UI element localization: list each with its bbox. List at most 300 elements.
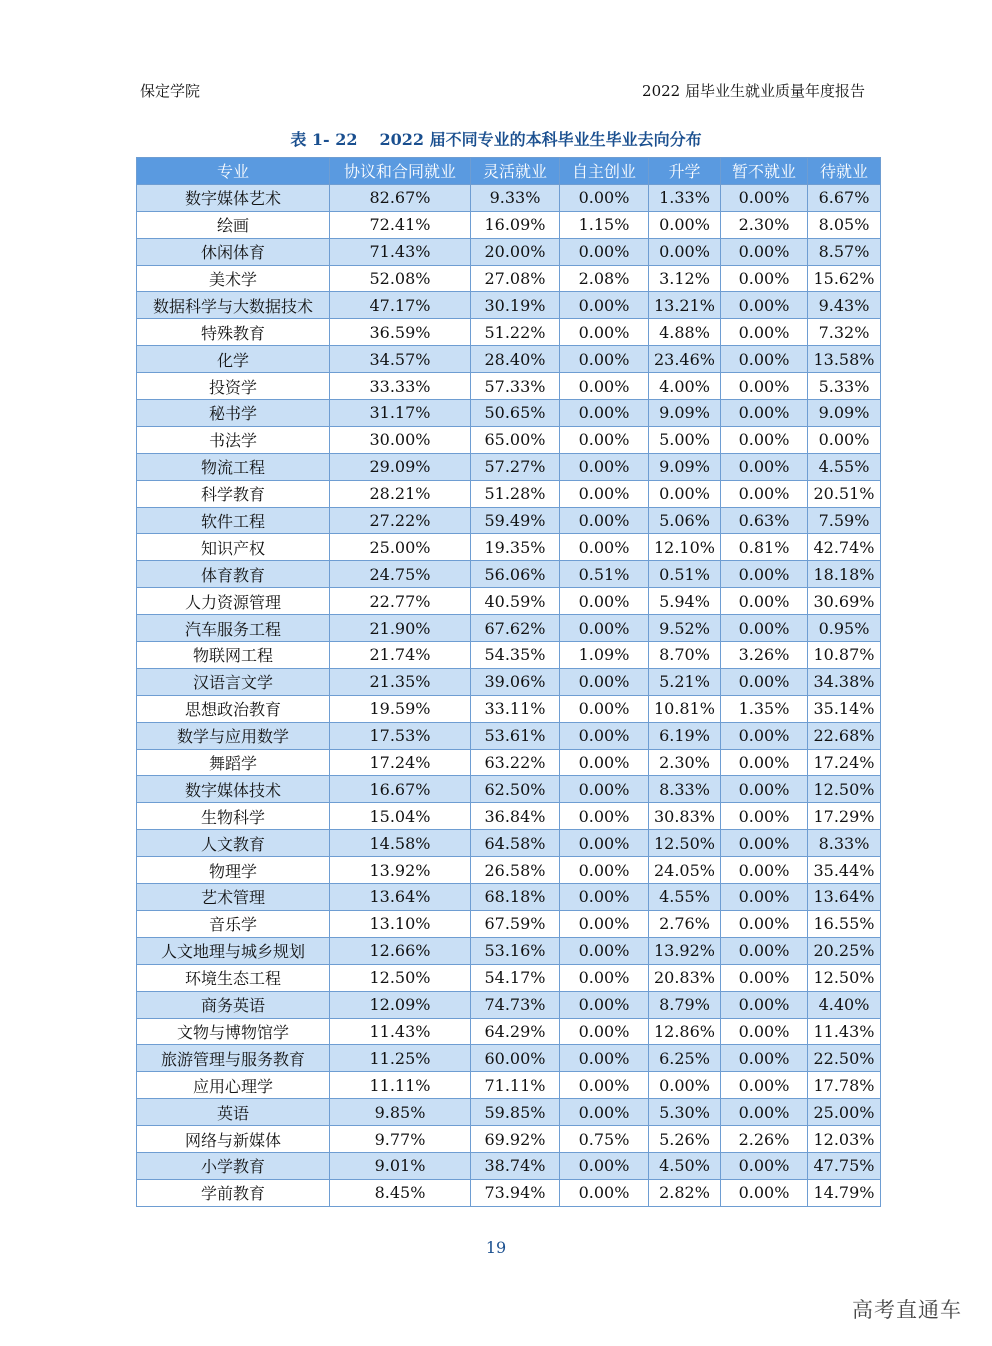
percent-cell: 59.85% — [471, 1099, 560, 1126]
percent-cell: 0.00% — [721, 400, 808, 427]
percent-cell: 5.21% — [649, 668, 721, 695]
percent-cell: 0.00% — [721, 184, 808, 211]
table-row — [137, 1045, 881, 1072]
percent-cell: 54.35% — [471, 642, 560, 669]
percent-cell: 0.00% — [560, 668, 649, 695]
percent-cell: 69.92% — [471, 1126, 560, 1153]
percent-cell: 0.00% — [721, 426, 808, 453]
percent-cell: 25.00% — [330, 534, 471, 561]
percent-cell: 0.00% — [649, 1072, 721, 1099]
percent-cell: 17.78% — [808, 1072, 881, 1099]
percent-cell: 82.67% — [330, 184, 471, 211]
column-header: 升学 — [649, 158, 721, 185]
major-cell: 英语 — [137, 1099, 330, 1126]
percent-cell: 25.00% — [808, 1099, 881, 1126]
percent-cell: 16.09% — [471, 211, 560, 238]
percent-cell: 31.17% — [330, 400, 471, 427]
percent-cell: 20.25% — [808, 937, 881, 964]
table-row — [137, 695, 881, 722]
major-cell: 绘画 — [137, 211, 330, 238]
table-row — [137, 803, 881, 830]
table-row — [137, 426, 881, 453]
major-cell: 数学与应用数学 — [137, 722, 330, 749]
percent-cell: 0.00% — [721, 776, 808, 803]
percent-cell: 35.14% — [808, 695, 881, 722]
percent-cell: 0.00% — [721, 964, 808, 991]
table-row — [137, 561, 881, 588]
percent-cell: 67.62% — [471, 615, 560, 642]
percent-cell: 14.79% — [808, 1179, 881, 1206]
percent-cell: 20.51% — [808, 480, 881, 507]
percent-cell: 13.58% — [808, 346, 881, 373]
percent-cell: 0.00% — [560, 1179, 649, 1206]
percent-cell: 0.00% — [721, 803, 808, 830]
percent-cell: 9.43% — [808, 292, 881, 319]
percent-cell: 71.43% — [330, 238, 471, 265]
percent-cell: 42.74% — [808, 534, 881, 561]
percent-cell: 4.40% — [808, 991, 881, 1018]
percent-cell: 0.00% — [721, 453, 808, 480]
major-cell: 体育教育 — [137, 561, 330, 588]
percent-cell: 4.00% — [649, 373, 721, 400]
major-cell: 音乐学 — [137, 910, 330, 937]
percent-cell: 50.65% — [471, 400, 560, 427]
percent-cell: 9.77% — [330, 1126, 471, 1153]
percent-cell: 51.22% — [471, 319, 560, 346]
header-institution: 保定学院 — [140, 82, 201, 100]
percent-cell: 8.45% — [330, 1179, 471, 1206]
percent-cell: 0.00% — [721, 937, 808, 964]
percent-cell: 13.64% — [330, 884, 471, 911]
percent-cell: 2.26% — [721, 1126, 808, 1153]
percent-cell: 0.00% — [721, 1179, 808, 1206]
percent-cell: 0.00% — [721, 319, 808, 346]
percent-cell: 15.04% — [330, 803, 471, 830]
percent-cell: 19.59% — [330, 695, 471, 722]
table-row — [137, 373, 881, 400]
percent-cell: 0.00% — [560, 346, 649, 373]
percent-cell: 0.00% — [560, 1018, 649, 1045]
percent-cell: 47.75% — [808, 1152, 881, 1179]
percent-cell: 12.86% — [649, 1018, 721, 1045]
percent-cell: 0.00% — [560, 292, 649, 319]
percent-cell: 27.22% — [330, 507, 471, 534]
percent-cell: 33.33% — [330, 373, 471, 400]
percent-cell: 9.52% — [649, 615, 721, 642]
table-row — [137, 319, 881, 346]
percent-cell: 0.00% — [560, 507, 649, 534]
percent-cell: 0.00% — [721, 668, 808, 695]
percent-cell: 2.30% — [649, 749, 721, 776]
percent-cell: 9.09% — [649, 453, 721, 480]
percent-cell: 0.00% — [560, 480, 649, 507]
percent-cell: 0.00% — [721, 884, 808, 911]
percent-cell: 65.00% — [471, 426, 560, 453]
percent-cell: 10.87% — [808, 642, 881, 669]
major-cell: 物联网工程 — [137, 642, 330, 669]
percent-cell: 21.90% — [330, 615, 471, 642]
table-row — [137, 534, 881, 561]
table-row — [137, 346, 881, 373]
table-row — [137, 507, 881, 534]
percent-cell: 23.46% — [649, 346, 721, 373]
table-row — [137, 1018, 881, 1045]
major-cell: 化学 — [137, 346, 330, 373]
percent-cell: 0.00% — [649, 211, 721, 238]
table-row — [137, 776, 881, 803]
percent-cell: 0.00% — [560, 776, 649, 803]
table-row — [137, 991, 881, 1018]
percent-cell: 15.62% — [808, 265, 881, 292]
percent-cell: 13.64% — [808, 884, 881, 911]
percent-cell: 0.00% — [560, 1045, 649, 1072]
major-cell: 知识产权 — [137, 534, 330, 561]
percent-cell: 0.00% — [721, 373, 808, 400]
percent-cell: 0.00% — [560, 400, 649, 427]
percent-cell: 1.33% — [649, 184, 721, 211]
table-row — [137, 857, 881, 884]
percent-cell: 0.00% — [560, 1072, 649, 1099]
percent-cell: 0.00% — [560, 588, 649, 615]
percent-cell: 0.75% — [560, 1126, 649, 1153]
percent-cell: 0.00% — [721, 1099, 808, 1126]
percent-cell: 52.08% — [330, 265, 471, 292]
percent-cell: 39.06% — [471, 668, 560, 695]
percent-cell: 0.00% — [560, 373, 649, 400]
major-cell: 休闲体育 — [137, 238, 330, 265]
major-cell: 旅游管理与服务教育 — [137, 1045, 330, 1072]
percent-cell: 0.00% — [721, 857, 808, 884]
percent-cell: 12.50% — [808, 776, 881, 803]
table-row — [137, 749, 881, 776]
percent-cell: 20.00% — [471, 238, 560, 265]
percent-cell: 18.18% — [808, 561, 881, 588]
percent-cell: 36.84% — [471, 803, 560, 830]
percent-cell: 30.00% — [330, 426, 471, 453]
major-cell: 投资学 — [137, 373, 330, 400]
percent-cell: 12.50% — [649, 830, 721, 857]
percent-cell: 24.05% — [649, 857, 721, 884]
table-body — [137, 184, 881, 1206]
percent-cell: 12.10% — [649, 534, 721, 561]
percent-cell: 4.50% — [649, 1152, 721, 1179]
percent-cell: 68.18% — [471, 884, 560, 911]
table-header-row — [137, 158, 881, 185]
percent-cell: 13.92% — [330, 857, 471, 884]
major-cell: 舞蹈学 — [137, 749, 330, 776]
percent-cell: 30.83% — [649, 803, 721, 830]
percent-cell: 28.21% — [330, 480, 471, 507]
percent-cell: 20.83% — [649, 964, 721, 991]
table-row — [137, 884, 881, 911]
percent-cell: 12.09% — [330, 991, 471, 1018]
percent-cell: 54.17% — [471, 964, 560, 991]
table-row — [137, 453, 881, 480]
table-row — [137, 910, 881, 937]
percent-cell: 11.11% — [330, 1072, 471, 1099]
percent-cell: 5.00% — [649, 426, 721, 453]
major-cell: 艺术管理 — [137, 884, 330, 911]
percent-cell: 30.19% — [471, 292, 560, 319]
table-row — [137, 211, 881, 238]
major-cell: 人文地理与城乡规划 — [137, 937, 330, 964]
percent-cell: 74.73% — [471, 991, 560, 1018]
percent-cell: 36.59% — [330, 319, 471, 346]
percent-cell: 8.79% — [649, 991, 721, 1018]
percent-cell: 34.38% — [808, 668, 881, 695]
percent-cell: 64.29% — [471, 1018, 560, 1045]
major-cell: 秘书学 — [137, 400, 330, 427]
percent-cell: 11.25% — [330, 1045, 471, 1072]
major-cell: 物理学 — [137, 857, 330, 884]
percent-cell: 12.50% — [330, 964, 471, 991]
table-row — [137, 964, 881, 991]
percent-cell: 0.00% — [560, 453, 649, 480]
table-row — [137, 1072, 881, 1099]
major-cell: 生物科学 — [137, 803, 330, 830]
percent-cell: 63.22% — [471, 749, 560, 776]
percent-cell: 0.00% — [721, 588, 808, 615]
percent-cell: 40.59% — [471, 588, 560, 615]
percent-cell: 56.06% — [471, 561, 560, 588]
percent-cell: 0.00% — [560, 884, 649, 911]
percent-cell: 34.57% — [330, 346, 471, 373]
percent-cell: 0.00% — [721, 561, 808, 588]
major-cell: 数据科学与大数据技术 — [137, 292, 330, 319]
percent-cell: 64.58% — [471, 830, 560, 857]
percent-cell: 9.09% — [649, 400, 721, 427]
table-row — [137, 1099, 881, 1126]
percent-cell: 9.33% — [471, 184, 560, 211]
percent-cell: 4.55% — [808, 453, 881, 480]
percent-cell: 0.00% — [560, 857, 649, 884]
percent-cell: 8.33% — [649, 776, 721, 803]
percent-cell: 0.51% — [560, 561, 649, 588]
percent-cell: 0.00% — [560, 238, 649, 265]
percent-cell: 2.76% — [649, 910, 721, 937]
major-cell: 数字媒体艺术 — [137, 184, 330, 211]
percent-cell: 6.25% — [649, 1045, 721, 1072]
column-header: 暂不就业 — [721, 158, 808, 185]
percent-cell: 0.00% — [808, 426, 881, 453]
percent-cell: 30.69% — [808, 588, 881, 615]
percent-cell: 60.00% — [471, 1045, 560, 1072]
major-cell: 书法学 — [137, 426, 330, 453]
major-cell: 科学教育 — [137, 480, 330, 507]
percent-cell: 0.00% — [560, 830, 649, 857]
percent-cell: 0.00% — [560, 1099, 649, 1126]
page-number: 19 — [485, 1238, 507, 1257]
column-header: 协议和合同就业 — [330, 158, 471, 185]
percent-cell: 57.27% — [471, 453, 560, 480]
column-header: 自主创业 — [560, 158, 649, 185]
percent-cell: 21.35% — [330, 668, 471, 695]
table-row — [137, 480, 881, 507]
percent-cell: 59.49% — [471, 507, 560, 534]
percent-cell: 0.00% — [560, 615, 649, 642]
major-cell: 小学教育 — [137, 1152, 330, 1179]
header-report-title: 2022 届毕业生就业质量年度报告 — [642, 82, 865, 100]
major-cell: 环境生态工程 — [137, 964, 330, 991]
percent-cell: 0.00% — [560, 184, 649, 211]
percent-cell: 5.33% — [808, 373, 881, 400]
percent-cell: 3.12% — [649, 265, 721, 292]
major-cell: 特殊教育 — [137, 319, 330, 346]
percent-cell: 5.30% — [649, 1099, 721, 1126]
percent-cell: 8.33% — [808, 830, 881, 857]
percent-cell: 0.00% — [721, 265, 808, 292]
table-row — [137, 615, 881, 642]
percent-cell: 0.00% — [721, 830, 808, 857]
percent-cell: 53.61% — [471, 722, 560, 749]
percent-cell: 35.44% — [808, 857, 881, 884]
table-row — [137, 642, 881, 669]
percent-cell: 0.00% — [721, 238, 808, 265]
percent-cell: 17.24% — [808, 749, 881, 776]
percent-cell: 0.00% — [560, 1152, 649, 1179]
percent-cell: 0.00% — [721, 292, 808, 319]
percent-cell: 0.00% — [560, 964, 649, 991]
major-cell: 应用心理学 — [137, 1072, 330, 1099]
major-cell: 网络与新媒体 — [137, 1126, 330, 1153]
percent-cell: 13.92% — [649, 937, 721, 964]
major-cell: 人文教育 — [137, 830, 330, 857]
destination-table — [136, 157, 881, 1207]
table-row — [137, 265, 881, 292]
percent-cell: 22.50% — [808, 1045, 881, 1072]
percent-cell: 3.26% — [721, 642, 808, 669]
table-row — [137, 937, 881, 964]
table-row — [137, 588, 881, 615]
percent-cell: 8.57% — [808, 238, 881, 265]
table-row — [137, 722, 881, 749]
percent-cell: 9.01% — [330, 1152, 471, 1179]
percent-cell: 5.06% — [649, 507, 721, 534]
percent-cell: 29.09% — [330, 453, 471, 480]
major-cell: 软件工程 — [137, 507, 330, 534]
percent-cell: 13.21% — [649, 292, 721, 319]
percent-cell: 11.43% — [330, 1018, 471, 1045]
percent-cell: 0.00% — [721, 1072, 808, 1099]
table-row — [137, 1179, 881, 1206]
major-cell: 思想政治教育 — [137, 695, 330, 722]
table-row — [137, 830, 881, 857]
percent-cell: 17.24% — [330, 749, 471, 776]
table-title — [0, 127, 992, 150]
percent-cell: 22.77% — [330, 588, 471, 615]
percent-cell: 2.30% — [721, 211, 808, 238]
percent-cell: 27.08% — [471, 265, 560, 292]
percent-cell: 0.00% — [560, 803, 649, 830]
percent-cell: 73.94% — [471, 1179, 560, 1206]
percent-cell: 0.00% — [649, 480, 721, 507]
percent-cell: 14.58% — [330, 830, 471, 857]
percent-cell: 72.41% — [330, 211, 471, 238]
percent-cell: 12.50% — [808, 964, 881, 991]
percent-cell: 0.00% — [721, 346, 808, 373]
percent-cell: 0.00% — [560, 937, 649, 964]
percent-cell: 16.55% — [808, 910, 881, 937]
percent-cell: 0.51% — [649, 561, 721, 588]
percent-cell: 0.81% — [721, 534, 808, 561]
percent-cell: 53.16% — [471, 937, 560, 964]
table-row — [137, 1126, 881, 1153]
major-cell: 商务英语 — [137, 991, 330, 1018]
percent-cell: 71.11% — [471, 1072, 560, 1099]
percent-cell: 8.70% — [649, 642, 721, 669]
percent-cell: 0.63% — [721, 507, 808, 534]
percent-cell: 0.00% — [560, 534, 649, 561]
percent-cell: 5.94% — [649, 588, 721, 615]
percent-cell: 17.29% — [808, 803, 881, 830]
percent-cell: 0.00% — [721, 722, 808, 749]
percent-cell: 26.58% — [471, 857, 560, 884]
major-cell: 数字媒体技术 — [137, 776, 330, 803]
percent-cell: 0.00% — [560, 722, 649, 749]
major-cell: 汽车服务工程 — [137, 615, 330, 642]
percent-cell: 0.00% — [721, 1018, 808, 1045]
percent-cell: 0.00% — [721, 480, 808, 507]
percent-cell: 62.50% — [471, 776, 560, 803]
percent-cell: 7.32% — [808, 319, 881, 346]
percent-cell: 21.74% — [330, 642, 471, 669]
percent-cell: 57.33% — [471, 373, 560, 400]
percent-cell: 10.81% — [649, 695, 721, 722]
percent-cell: 67.59% — [471, 910, 560, 937]
table-row — [137, 292, 881, 319]
percent-cell: 28.40% — [471, 346, 560, 373]
major-cell: 学前教育 — [137, 1179, 330, 1206]
percent-cell: 22.68% — [808, 722, 881, 749]
percent-cell: 11.43% — [808, 1018, 881, 1045]
percent-cell: 0.00% — [560, 991, 649, 1018]
percent-cell: 0.00% — [560, 319, 649, 346]
column-header: 待就业 — [808, 158, 881, 185]
table-row — [137, 1152, 881, 1179]
percent-cell: 16.67% — [330, 776, 471, 803]
percent-cell: 2.08% — [560, 265, 649, 292]
percent-cell: 5.26% — [649, 1126, 721, 1153]
percent-cell: 1.35% — [721, 695, 808, 722]
percent-cell: 6.19% — [649, 722, 721, 749]
percent-cell: 0.00% — [721, 991, 808, 1018]
percent-cell: 47.17% — [330, 292, 471, 319]
table-row — [137, 184, 881, 211]
percent-cell: 0.95% — [808, 615, 881, 642]
percent-cell: 1.15% — [560, 211, 649, 238]
percent-cell: 0.00% — [560, 910, 649, 937]
percent-cell: 0.00% — [560, 695, 649, 722]
major-cell: 人力资源管理 — [137, 588, 330, 615]
percent-cell: 9.09% — [808, 400, 881, 427]
percent-cell: 0.00% — [721, 910, 808, 937]
percent-cell: 13.10% — [330, 910, 471, 937]
percent-cell: 7.59% — [808, 507, 881, 534]
percent-cell: 24.75% — [330, 561, 471, 588]
percent-cell: 4.55% — [649, 884, 721, 911]
percent-cell: 17.53% — [330, 722, 471, 749]
column-header: 专业 — [137, 158, 330, 185]
table-number: 表 1- 22 — [290, 130, 358, 149]
percent-cell: 8.05% — [808, 211, 881, 238]
table-row — [137, 668, 881, 695]
percent-cell: 0.00% — [721, 615, 808, 642]
percent-cell: 0.00% — [721, 749, 808, 776]
percent-cell: 9.85% — [330, 1099, 471, 1126]
percent-cell: 0.00% — [560, 426, 649, 453]
percent-cell: 1.09% — [560, 642, 649, 669]
percent-cell: 38.74% — [471, 1152, 560, 1179]
